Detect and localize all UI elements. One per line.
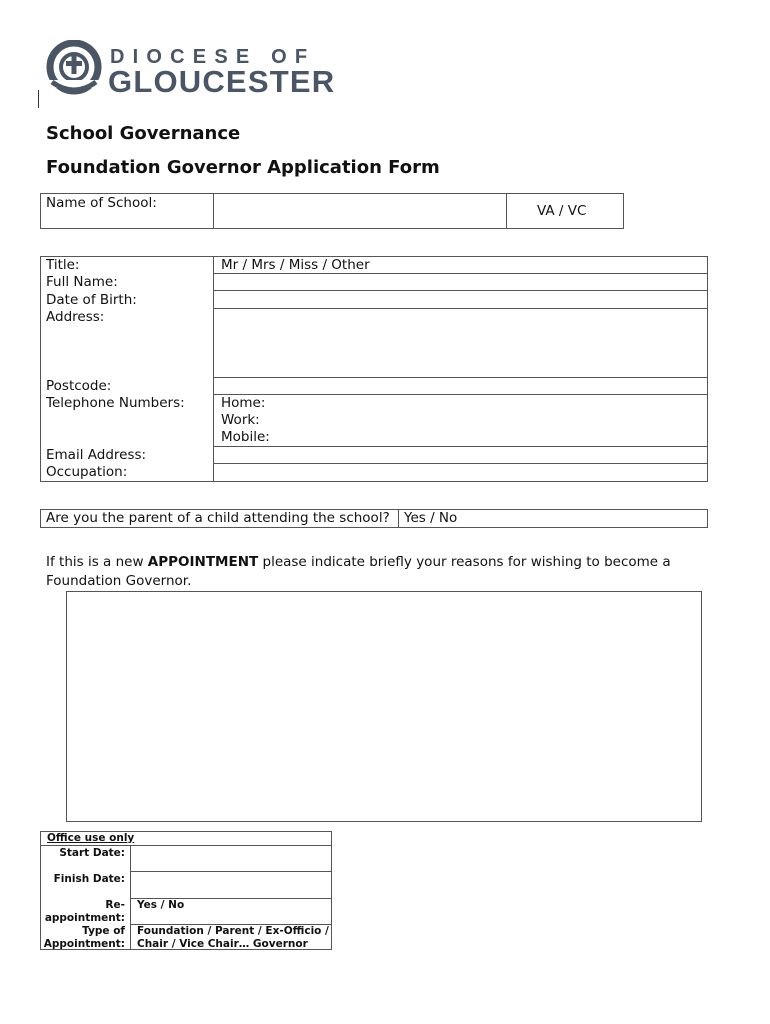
school-type-label[interactable]: VA / VC [537,203,587,219]
reappointment-label-1: Re- [105,899,125,911]
postcode-label: Postcode: [46,378,112,394]
form-title: Foundation Governor Application Form [46,157,440,178]
appointment-type-label-2: Appointment: [43,938,125,950]
divider [506,193,507,229]
address-field[interactable] [214,309,707,377]
school-name-label: Name of School: [46,195,157,211]
reappointment-label-2: appointment: [44,912,125,924]
page-title: School Governance [46,123,241,144]
start-date-label: Start Date: [59,847,125,859]
full-name-label: Full Name: [46,274,118,290]
office-use-heading: Office use only [47,832,135,844]
postcode-field[interactable] [214,378,707,394]
appointment-type-options-2[interactable]: Chair / Vice Chair… Governor [137,938,308,950]
appointment-instructions: If this is a new APPOINTMENT please indicate briefly your reasons for wishing to become a Foundation Governor. [46,554,671,589]
title-options[interactable]: Mr / Mrs / Miss / Other [221,257,370,273]
office-use-table [40,831,332,950]
mobile-phone-label: Mobile: [221,429,270,445]
work-phone-label: Work: [221,412,260,428]
start-date-field[interactable] [131,846,330,871]
email-field[interactable] [214,447,707,463]
logo-line-1: DIOCESE OF [110,46,316,68]
title-label: Title: [46,257,80,273]
finish-date-field[interactable] [131,872,330,898]
finish-date-label: Finish Date: [53,873,125,885]
diocese-logo [46,40,346,99]
appointment-type-label-1: Type of [82,925,125,937]
parent-question-label: Are you the parent of a child attending the school? [46,510,390,526]
divider [398,509,399,528]
occupation-label: Occupation: [46,464,128,480]
school-name-field[interactable] [214,194,506,228]
diocese-emblem-icon [46,40,104,96]
reappointment-options[interactable]: Yes / No [137,899,185,911]
dob-field[interactable] [214,291,707,308]
appointment-emphasis: APPOINTMENT [147,554,259,570]
divider [213,394,708,395]
telephone-label: Telephone Numbers: [46,395,185,411]
address-label: Address: [46,309,105,325]
home-phone-label: Home: [221,395,266,411]
occupation-field[interactable] [214,464,707,481]
logo-line-2: GLOUCESTER [108,64,336,99]
text-cursor [38,90,39,108]
full-name-field[interactable] [214,274,707,290]
appointment-type-options-1[interactable]: Foundation / Parent / Ex-Officio / [137,925,329,937]
parent-answer-options[interactable]: Yes / No [404,510,458,526]
reasons-textarea[interactable] [66,591,702,822]
email-label: Email Address: [46,447,147,463]
dob-label: Date of Birth: [46,292,137,308]
